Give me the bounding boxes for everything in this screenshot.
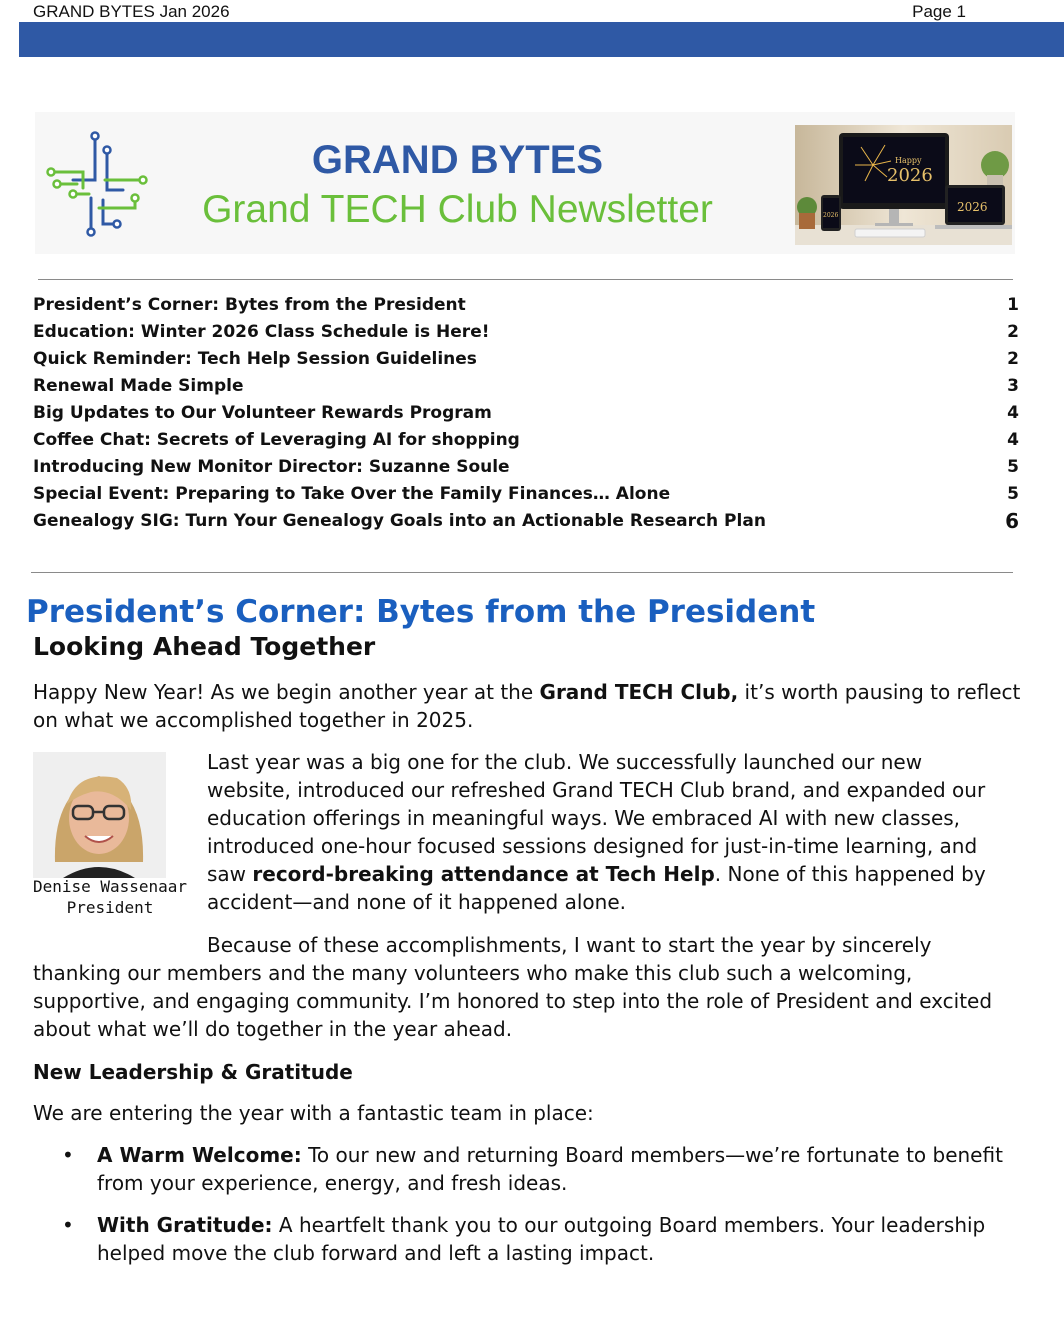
toc-item[interactable]	[33, 507, 1019, 534]
header-left: GRAND BYTES Jan 2026	[33, 2, 230, 21]
toc-item-title: Special Event: Preparing to Take Over the Family Finances… Alone	[33, 483, 671, 504]
article-title: President’s Corner: Bytes from the President	[26, 594, 816, 630]
masthead	[35, 112, 1015, 254]
toc-item-page: 2	[1007, 321, 1019, 342]
paragraph-team: We are entering the year with a fantastic team in place:	[33, 1101, 594, 1125]
toc-item-page: 5	[1007, 483, 1019, 504]
svg-text:2026: 2026	[957, 200, 988, 214]
toc-item[interactable]	[33, 399, 1019, 426]
toc-item[interactable]	[33, 480, 1019, 507]
president-name: Denise Wassenaar	[32, 877, 188, 896]
toc-item-title: Quick Reminder: Tech Help Session Guidelines	[33, 348, 477, 369]
newsletter-title: GRAND BYTES	[311, 138, 604, 182]
toc-item[interactable]	[33, 345, 1019, 372]
toc-item-page: 6	[1005, 508, 1019, 533]
paragraph-thanks: Because of these accomplishments, I want to start the year by sincerely thanking our members and the many volunteers who make this club such a welcoming, supportive, and engaging community. I’m honored to step into the role of President and excited about what we’ll do together in the year ahead.	[33, 933, 993, 1041]
president-role: President	[66, 898, 154, 917]
section-heading-leadership: New Leadership & Gratitude	[33, 1060, 353, 1084]
table-of-contents	[33, 291, 1019, 534]
toc-item-page: 5	[1007, 456, 1019, 477]
photo-caption	[20, 876, 200, 918]
paragraph-intro: Happy New Year! As we begin another year at the Grand TECH Club, it’s worth pausing to reflect on what we accomplished together in 2025.	[33, 680, 1021, 732]
president-portrait-image	[33, 752, 166, 878]
toc-item-page: 1	[1007, 294, 1019, 315]
toc-item[interactable]	[33, 318, 1019, 345]
bullet-text: A heartfelt thank you to our outgoing Board members. Your leadership helped move the club forward and left a lasting impact.	[97, 1213, 986, 1265]
toc-item-page: 4	[1007, 402, 1019, 423]
bullet-icon: •	[62, 1213, 74, 1237]
bullet-lead: A Warm Welcome:	[97, 1143, 302, 1167]
divider-top	[38, 279, 1013, 280]
toc-item-title: Coffee Chat: Secrets of Leveraging AI for shopping	[33, 429, 520, 450]
divider-bottom	[31, 572, 1013, 573]
bullet-list	[62, 1141, 1012, 1281]
svg-text:2026: 2026	[823, 212, 839, 219]
list-item	[62, 1211, 1012, 1267]
promo-year-text: 2026	[887, 165, 933, 186]
toc-item-title: President’s Corner: Bytes from the President	[33, 294, 466, 315]
bullet-icon: •	[62, 1143, 74, 1167]
toc-item-page: 3	[1007, 375, 1019, 396]
toc-item[interactable]	[33, 453, 1019, 480]
promo-happy-text: Happy	[895, 156, 922, 165]
list-item	[62, 1141, 1012, 1197]
newsletter-subtitle: Grand TECH Club Newsletter	[202, 188, 713, 231]
toc-item[interactable]	[33, 426, 1019, 453]
toc-item-title: Renewal Made Simple	[33, 375, 244, 396]
header-page-number: Page 1	[912, 2, 966, 21]
happy-2026-devices-image	[795, 125, 1012, 245]
toc-item-title: Education: Winter 2026 Class Schedule is Here!	[33, 321, 490, 342]
toc-item-title: Big Updates to Our Volunteer Rewards Program	[33, 402, 492, 423]
article-subtitle: Looking Ahead Together	[33, 632, 376, 661]
header-bar	[19, 22, 1064, 57]
toc-item-title: Introducing New Monitor Director: Suzanne Soule	[33, 456, 510, 477]
page-header	[33, 2, 966, 22]
paragraph-last-year: Last year was a big one for the club. We successfully launched our new website, introduced our refreshed Grand TECH Club brand, and expanded our education offerings in meaningful ways. We embraced AI with new classes, introduced one-hour focused sessions designed for just-in-time learning, and saw record-breaking attendance at Tech Help. None of this happened by accident—and none of it happened alone.	[207, 750, 986, 914]
bullet-text: To our new and returning Board members—we’re fortunate to benefit from your experience, energy, and fresh ideas.	[97, 1143, 1003, 1195]
toc-item[interactable]	[33, 291, 1019, 318]
toc-item-page: 4	[1007, 429, 1019, 450]
toc-item[interactable]	[33, 372, 1019, 399]
toc-item-page: 2	[1007, 348, 1019, 369]
toc-item-title: Genealogy SIG: Turn Your Genealogy Goals into an Actionable Research Plan	[33, 510, 766, 531]
bullet-lead: With Gratitude:	[97, 1213, 273, 1237]
